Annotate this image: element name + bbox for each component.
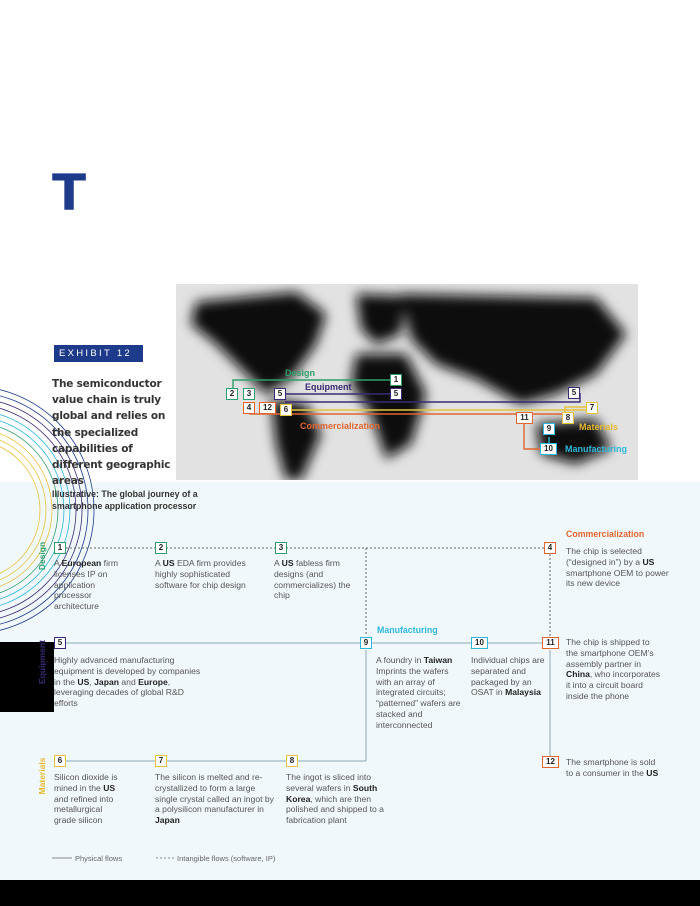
description-text: , leveraging decades of global R&D efforts (54, 676, 184, 709)
map-box-3: 3 (243, 388, 255, 400)
description-text: and (119, 676, 139, 687)
flow-box-12: 12 (542, 756, 559, 768)
description-text: , who incorporates it into a circuit board inside the phone (566, 669, 661, 701)
map-label-commercialization: Commercialization (300, 421, 381, 431)
map-box-7: 7 (586, 402, 598, 414)
description-text: A (155, 558, 163, 568)
map-box-5-b: 5 (390, 388, 402, 400)
map-box-12: 12 (259, 402, 276, 414)
step-10-description (471, 655, 547, 698)
flow-box-10: 10 (471, 637, 488, 649)
exhibit-label: EXHIBIT 12 (54, 345, 143, 362)
description-text: EDA firm provides highly sophisticated software for chip design (155, 558, 246, 590)
country-name: China (566, 669, 590, 680)
step-3-description (274, 558, 354, 601)
description-text: The smartphone is sold to a consumer in the (566, 757, 656, 778)
step-8-description (286, 772, 386, 826)
map-box-10: 10 (540, 443, 557, 455)
flow-box-3: 3 (275, 542, 287, 554)
description-text: Imprints the wafers with an array of integrated circuits; “patterned” wafers are stacked and interconnected (376, 665, 461, 730)
map-box-9: 9 (543, 423, 555, 435)
step-4-description (566, 546, 674, 589)
description-text: , which are then polished and shipped to a fabrication plant (286, 793, 384, 826)
map-box-5-a: 5 (274, 388, 286, 400)
flow-box-2: 2 (155, 542, 167, 554)
description-text: Silicon dioxide is mined in the (54, 772, 118, 793)
description-text: A (274, 558, 282, 568)
description-text: The silicon is melted and re-crystallized to form a large single crystal called an ingot by a polysilicon manufacturer in (155, 772, 274, 815)
country-name: US (646, 767, 659, 778)
description-text: Highly advanced manufacturing equipment is developed by companies in the (54, 655, 201, 687)
map-box-5-c: 5 (568, 387, 580, 399)
country-name: US (281, 558, 294, 568)
step-6-description (54, 772, 126, 826)
country-name: Taiwan (423, 655, 453, 665)
illustrative-caption: Illustrative: The global journey of a smartphone application processor (52, 489, 198, 511)
map-label-materials: Materials (579, 422, 619, 432)
step-7-description (155, 772, 275, 826)
map-box-11: 11 (516, 412, 533, 424)
description-text: and refined into metallurgical grade silicon (54, 793, 114, 826)
row-label-materials: Materials (37, 757, 47, 795)
step-5-description (54, 655, 206, 709)
row-label-equipment: Equipment (37, 640, 47, 684)
step-12-description (566, 757, 662, 779)
description-text: smartphone OEM to power its new device (566, 567, 669, 589)
description-text: The chip is shipped to the smartphone OEM’s assembly partner in (566, 637, 654, 669)
country-name: US (77, 676, 90, 687)
flow-box-8: 8 (286, 755, 298, 767)
flow-box-11: 11 (542, 637, 559, 649)
flow-box-6: 6 (54, 755, 66, 767)
map-label-design: Design (285, 368, 316, 378)
description-text: Individual chips are separated and packaged by an OSAT in (471, 655, 545, 698)
country-name: US (642, 556, 655, 567)
description-text: , (89, 676, 95, 687)
map-label-manufacturing: Manufacturing (565, 444, 627, 454)
description-text: A foundry in (376, 655, 424, 665)
country-name: US (103, 782, 116, 793)
country-name: Japan (94, 676, 119, 687)
drop-cap-letter: T (52, 164, 87, 222)
map-box-6: 6 (280, 404, 292, 416)
flow-box-1: 1 (54, 542, 66, 554)
map-box-4: 4 (243, 402, 255, 414)
flow-box-4: 4 (544, 542, 556, 554)
country-name: European (61, 558, 102, 568)
country-name: Malaysia (505, 687, 541, 698)
exhibit-title: The semiconductor value chain is truly global and relies on the specialized capabilities of different geographic areas (52, 378, 171, 488)
description-text: firm licenses IP on application processor architecture (54, 558, 119, 612)
country-name: Europe (138, 676, 168, 687)
flow-box-5: 5 (54, 637, 66, 649)
description-text: The ingot is sliced into several wafers in (286, 772, 372, 793)
stage-header-manufacturing: Manufacturing (377, 625, 438, 635)
description-text: A (54, 558, 62, 568)
map-box-8: 8 (562, 412, 574, 424)
flow-box-9: 9 (360, 637, 372, 649)
country-name: Japan (155, 815, 180, 826)
step-9-description (376, 655, 466, 731)
step-2-description (155, 558, 263, 590)
country-name: South Korea (286, 782, 378, 804)
step-1-description (54, 558, 134, 612)
map-box-1: 1 (390, 374, 402, 386)
map-box-2: 2 (226, 388, 238, 400)
country-name: US (162, 558, 175, 568)
legend-physical-flows: Physical flows (75, 854, 123, 863)
row-label-design: Design (37, 541, 47, 571)
stage-header-commercialization: Commercialization (566, 529, 645, 539)
description-text: The chip is selected (“designed in”) by a (566, 546, 643, 567)
legend-intangible-flows: Intangible flows (software, IP) (177, 854, 276, 863)
step-11-description (566, 637, 662, 702)
footer-bar (0, 880, 700, 906)
description-text: fabless firm designs (and commercializes) the chip (274, 558, 351, 601)
map-label-equipment: Equipment (305, 382, 352, 392)
flow-box-7: 7 (155, 755, 167, 767)
